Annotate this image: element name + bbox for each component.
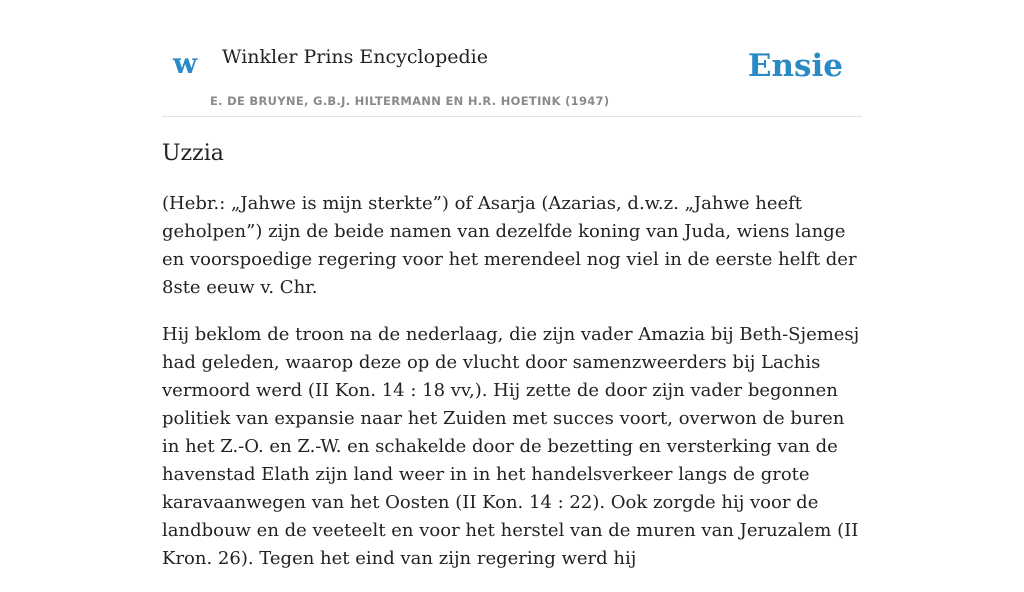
publication-authors: E. DE BRUYNE, G.B.J. HILTERMANN EN H.R. HOETINK (1947)	[210, 94, 610, 108]
publication-title[interactable]: Winkler Prins Encyclopedie	[222, 46, 488, 68]
site-header	[162, 0, 862, 117]
article-title: Uzzia	[162, 141, 224, 166]
publication-logo[interactable]: w	[173, 47, 198, 80]
article-paragraph: Hij beklom de troon na de nederlaag, die zijn vader Amazia bij Beth-Sjemesj had geleden, waarop deze op de vlucht door samenzweerders bij Lachis vermoord werd (II Kon. 14 : 18 vv,). Hij zette de door zijn vader begonnen politiek van expansie naar het Zuiden met succes voort, overwon de buren in het Z.-O. en Z.-W. en schakelde door de bezetting en versterking van de havenstad Elath zijn land weer in in het handelsverkeer langs de grote karavaanwegen van het Oosten (II Kon. 14 : 22). Ook zorgde hij voor de landbouw en de veeteelt en voor het herstel van de muren van Jeruzalem (II Kron. 26). Tegen het eind van zijn regering werd hij	[162, 324, 860, 569]
article	[162, 138, 866, 592]
brand-logo[interactable]: Ensie	[747, 48, 843, 84]
article-paragraph: (Hebr.: „Jahwe is mijn sterkte”) of Asarja (Azarias, d.w.z. „Jahwe heeft geholpen”) zijn de beide namen van dezelfde koning van Juda, wiens lange en voorspoedige regering voor het merendeel nog viel in de eerste helft der 8ste eeuw v. Chr.	[162, 193, 857, 298]
